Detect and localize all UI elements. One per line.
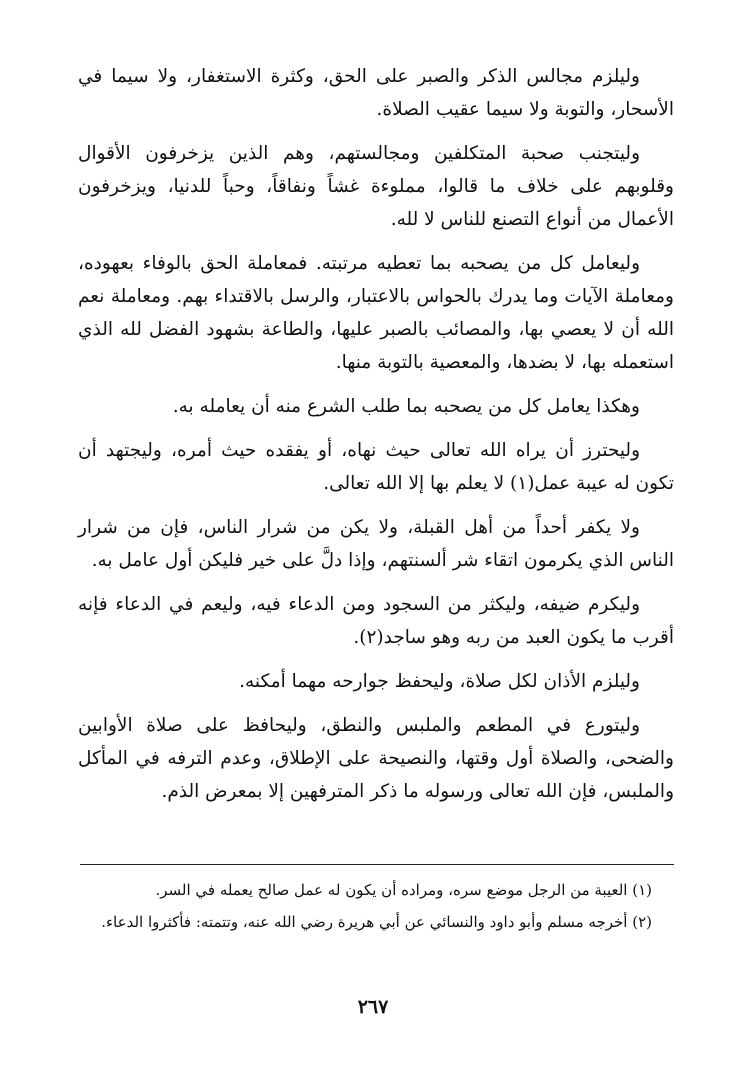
paragraph: وليتورع في المطعم والملبس والنطق، وليحافظ على صلاة الأوابين والضحى، والصلاة أول وقتها، والنصيحة على الإطلاق، وعدم الترفه في المأكل والملبس، فإن الله تعالى ورسوله ما ذكر المترفهين إلا بمعرض الذم. xyxy=(78,715,674,802)
footnote: (١) العيبة من الرجل موضع سره، ومراده أن يكون له عمل صالح يعمله في السر. xyxy=(155,881,652,899)
footnote-divider xyxy=(80,864,674,865)
paragraph: وليلزم مجالس الذكر والصبر على الحق، وكثرة الاستغفار، ولا سيما في الأسحار، والتوبة ولا سيما عقيب الصلاة. xyxy=(78,66,674,120)
paragraph: وليلزم الأذان لكل صلاة، وليحفظ جوارحه مهما أمكنه. xyxy=(239,671,640,692)
main-text xyxy=(78,60,674,819)
page-number: ٢٦٧ xyxy=(357,996,389,1018)
footnote: (٢) أخرجه مسلم وأبو داود والنسائي عن أبي هريرة رضي الله عنه، وتتمته: فأكثروا الدعاء. xyxy=(101,913,652,931)
paragraph: وهكذا يعامل كل من يصحبه بما طلب الشرع منه أن يعامله به. xyxy=(172,396,640,417)
paragraph: وليعامل كل من يصحبه بما تعطيه مرتبته. فمعاملة الحق بالوفاء بعهوده، ومعاملة الآيات وما يدرك بالحواس بالاعتبار، والرسل بالاقتداء بهم. ومعاملة نعم الله أن لا يعصي بها، والمصائب بالصبر عليها، والطاعة بشهود الفضل لله الذي استعمله بها، لا بضدها، والمعصية بالتوبة منها. xyxy=(78,253,674,373)
footnotes xyxy=(78,872,674,938)
paragraph: وليحترز أن يراه الله تعالى حيث نهاه، أو يفقده حيث أمره، وليجتهد أن تكون له عيبة عمل(١) لا يعلم بها إلا الله تعالى. xyxy=(78,440,674,494)
paragraph: وليكرم ضيفه، وليكثر من السجود ومن الدعاء فيه، وليعم في الدعاء فإنه أقرب ما يكون العبد من ربه وهو ساجد(٢). xyxy=(78,594,674,648)
paragraph: وليتجنب صحبة المتكلفين ومجالستهم، وهم الذين يزخرفون الأقوال وقلوبهم على خلاف ما قالوا، مملوءة غشاً ونفاقاً، وحباً للدنيا، ويزخرفون الأعمال من أنواع التصنع للناس لا لله. xyxy=(78,143,674,230)
paragraph: ولا يكفر أحداً من أهل القبلة، ولا يكن من شرار الناس، فإن من شرار الناس الذي يكرمون اتقاء شر ألسنتهم، وإذا دلَّ على خير فليكن أول عامل به. xyxy=(78,517,674,571)
